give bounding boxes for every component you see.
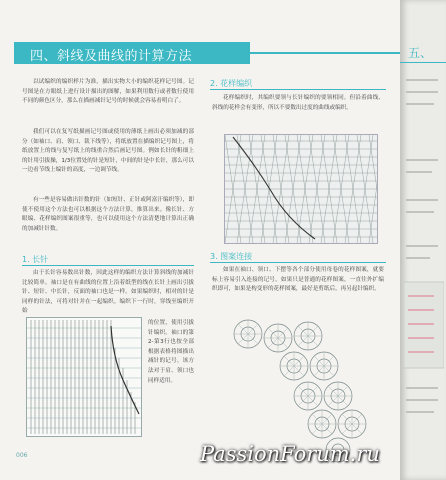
right-page-edge	[400, 0, 446, 480]
section-3-heading: 3. 图案连接	[210, 252, 253, 261]
section-1-heading: 1. 长针	[22, 255, 49, 264]
next-section-rule	[400, 62, 446, 63]
section-title-bar	[14, 42, 250, 64]
next-page-content	[404, 70, 444, 460]
section-1-rule	[22, 265, 194, 266]
section-title: 四、斜线及曲线的计算方法	[30, 49, 193, 64]
section-2-text: 花样编织时，其编织要领与长针编织的要领相同。但沿着曲线、斜线的花样会有变形，所以不要数出过度的曲线或编织。	[212, 95, 384, 111]
lace-mesh	[225, 135, 377, 243]
intro-paragraph-1: 以试编织的编织样片为准，描出实物大小的编织花样记号图。记号图是在方眼纸上进行设计描出的图解，如果利用数行或者数行使用不同的颜色区分，那么在描画减针记号的时候就会容易看明白了。	[22, 79, 194, 105]
stitch-marks	[31, 320, 135, 434]
section-1-side-text: 的位置，使用引拔针编织。袖口的第2-第3行也按全部根据表格将图描出减针的记号。该方法对于肩、领口也同样适用。	[148, 320, 194, 384]
next-section-title: 五、	[408, 46, 433, 60]
page-number: 006	[16, 452, 28, 459]
double-crochet-chart	[26, 317, 142, 437]
chart-gridlines	[27, 328, 141, 428]
intro-paragraph-3: 有一些是容易做出针数的针（如短针、正针或阿富汗编织等），即使不使用这个方法也可以根据这个方法计算，推算出来。像长针、方眼编、花样编织图案很重等，也可以使用这个方法清楚地计算出正确的加减针针数。	[22, 197, 194, 232]
intro-paragraph-2: 我们可以在复写纸描画记号图或使用的薄纸上画出必须加减的部分（如袖口、肩、领口、裁下线等），将纸放置在描编织记号图上，将纸放置上的线与复写纸上的线重合然后画记号图。例如长针的粗细上的针用引拔操，1/3位置处的针是短针，中间的针是中长针，那么可以一边看节线上编针的高度，一边调节线。	[22, 129, 194, 174]
title-rule	[250, 52, 400, 54]
section-2-heading: 2. 花样编织	[210, 79, 253, 88]
pattern-stitch-chart	[224, 134, 378, 244]
section-1-text: 由于长针容易数出针数，因此这样的编织方法计算斜线的加减针比较简单。袖口是在有曲线的位置上沿着纸型的线在长针上画出引拔针、短针、中长针，反面的袖口也是一样。如果编织时，相对的针是同样的针法，可将对针并在一起编织。编织下一行时，穿线至编织开始	[22, 270, 194, 315]
section-2-rule	[210, 89, 386, 90]
watermark: PassionForum.ru	[200, 442, 380, 466]
section-3-text: 如果在袖口、领口、下摆等各个部分使用母卷的花样图案，就要标上容易引入连接的记号，如果只是普通的花样图案，一直往外扩编织即可，如果是构变形的花样图案，最好是剪纸后，再另起针编织。	[212, 267, 384, 293]
section-3-rule	[210, 262, 386, 263]
motif-circles	[234, 320, 366, 462]
